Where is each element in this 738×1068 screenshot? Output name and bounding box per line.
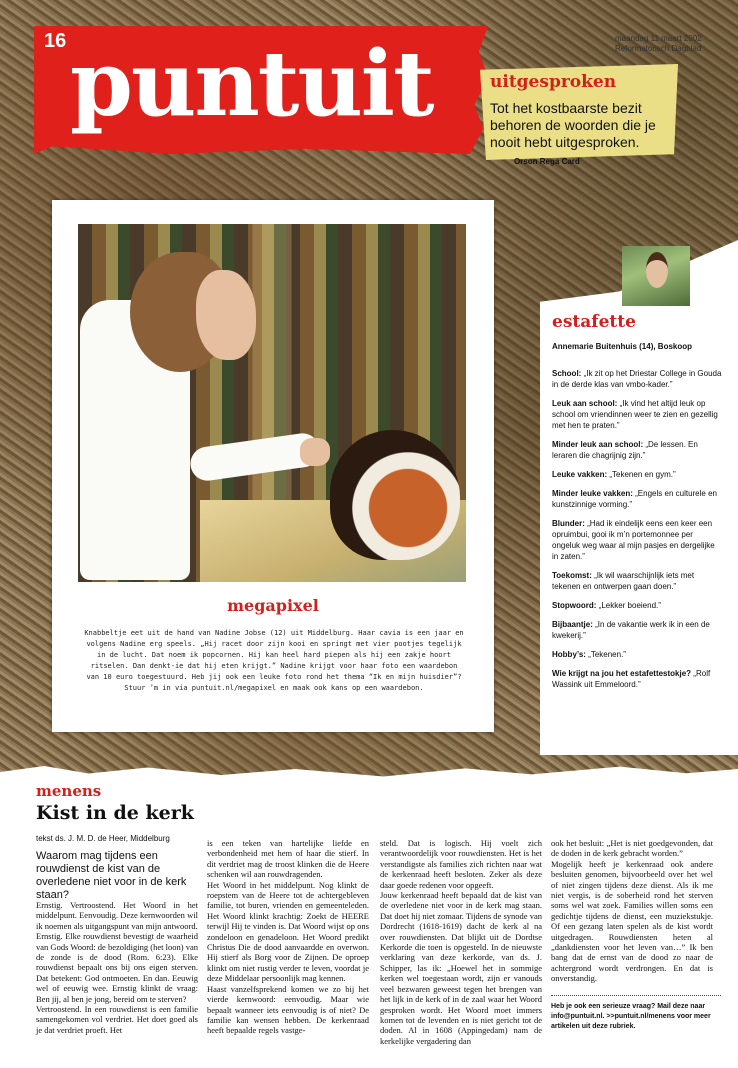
estafette-answer: „Engels en culturele en kunstzinnige vorming.” bbox=[552, 489, 717, 509]
estafette-question: Minder leuke vakken: bbox=[552, 489, 633, 498]
page-number: 16 bbox=[44, 30, 67, 52]
quote-text bbox=[490, 100, 672, 170]
estafette-item bbox=[552, 469, 722, 480]
estafette-question: Blunder: bbox=[552, 519, 585, 528]
estafette-answer: „Had ik eindelijk eens een keer een opruimbui, gooi ik m’n portemonnee per ongeluk weg waar al mijn pasjes en dergelijke in zaten.” bbox=[552, 519, 715, 561]
estafette-item bbox=[552, 600, 722, 611]
estafette-answer: „In de vakantie werk ik in een de kwekerij.” bbox=[552, 620, 710, 640]
estafette-answer: „Ik wil waarschijnlijk iets met tekenen en ontwerpen gaan doen.” bbox=[552, 571, 695, 591]
estafette-answer: „Rolf Wassink uit Emmeloord.” bbox=[552, 669, 711, 689]
estafette-answer: „Ik zit op het Driestar College in Gouda in de derde klas van vmbo-kader.” bbox=[552, 369, 722, 389]
estafette-answer: „De lessen. En leraren die chagrijnig zijn.” bbox=[552, 440, 698, 460]
estafette-question: Leuk aan school: bbox=[552, 399, 618, 408]
estafette-face bbox=[646, 252, 668, 288]
puntuit-logo: puntuit bbox=[70, 31, 433, 137]
estafette-question: Wie krijgt na jou het estafettestokje? bbox=[552, 669, 692, 678]
estafette-answer: „Tekenen.” bbox=[585, 650, 626, 659]
quote-title: uitgesproken bbox=[490, 72, 617, 92]
estafette-item bbox=[552, 570, 722, 592]
quote-body: Tot het kostbaarste bezit behoren de woorden die je nooit hebt uitgesproken. bbox=[490, 100, 656, 150]
estafette-question: School: bbox=[552, 369, 582, 378]
estafette-question: Stopwoord: bbox=[552, 601, 597, 610]
article-column-3: steld. Dat is logisch. Hij voelt zich verantwoordelijk voor rouwdiensten. Het is het verstandigste als families zich richten naar wat de kerkenraad heeft besloten. Zeker als deze daar goede redenen voor opgeeft. Jouw kerkenraad heeft bepaald dat de kist van de overledene niet voor in de kerk mag staan. Dat doet hij niet zomaar. Tijdens de synode van Dordrecht (1618-1619) dacht de kerk al na over rouwdiensten. Dat blijkt uit de Dordtse Kerkorde die toen is opgesteld. In de nieuwste verklaring van deze kerkorde, van ds. J. Schipper, las ik: „Hoewel het in sommige kerken wel toegestaan wordt, zijn er vanouds veel bezwaren geweest tegen het brengen van het lijk in de kerk of in de zaal waar het Woord gesproken wordt. Het Woord moet immers komen tot de levenden en is niet gericht tot de doden. Al in 1608 (Appingedam) nam de kerkelijke vergadering dan bbox=[380, 838, 542, 1046]
dateline bbox=[615, 34, 735, 54]
estafette-qa-list bbox=[552, 368, 722, 698]
date: maandag 11 maart 2002 bbox=[615, 34, 702, 43]
newspaper-name: Reformatorisch Dagblad bbox=[615, 44, 702, 53]
photo-girl-hand bbox=[300, 438, 330, 466]
estafette-item bbox=[552, 668, 722, 690]
estafette-question: Hobby’s: bbox=[552, 650, 586, 659]
article-headline: Kist in de kerk bbox=[36, 802, 194, 824]
article-column-2: is een teken van hartelijke liefde en verbondenheid met hem of haar die stierf. In dit verdriet mag de troost klinken die de Heere schenken wil aan rouwdragenden. Het Woord in het middelpunt. Nog klinkt de roepstem van de Heere tot de achtergebleven familie, tot buren, vrienden en gemeenteleden. Het Woord klinkt krachtig: Zoekt de HEERE terwijl Hij te vinden is. Dat Woord wijst op ons zondeloon en genadeloon. Het Woord predikt Christus Die de dood aanvaardde en overwon. Hij stierf als Borg voor de Zijnen. De oproep klinkt om niet rustig verder te leven, voordat je deze Middelaar persoonlijk mag kennen. Haast vanzelfsprekend komen we zo bij het vierde kernwoord: eenvoudig. Maar wie bepaalt wanneer iets eenvoudig is of niet? De familie kan wensen hebben. De kerkenraad heeft bepaalde regels vastge- bbox=[207, 838, 369, 1036]
photo-guinea-pig bbox=[330, 430, 460, 560]
estafette-item bbox=[552, 649, 722, 660]
estafette-question: Bijbaantje: bbox=[552, 620, 593, 629]
estafette-item bbox=[552, 368, 722, 390]
article-byline: tekst ds. J. M. D. de Heer, Middelburg bbox=[36, 834, 170, 843]
megapixel-title: megapixel bbox=[227, 596, 319, 615]
estafette-question: Minder leuk aan school: bbox=[552, 440, 644, 449]
article-lead: Waarom mag tijdens een rouwdienst de kist van de overledene niet voor in de kerk staan? bbox=[36, 850, 187, 901]
quote-author: Orson Rega Card bbox=[514, 157, 580, 166]
estafette-answer: „Tekenen en gym.” bbox=[607, 470, 676, 479]
megapixel-caption: Knabbeltje eet uit de hand van Nadine Jobse (12) uit Middelburg. Haar cavia is een jaar en volgens Nadine erg speels. „Hij racet door zijn kooi en springt met vier pootjes tegelijk in de lucht. Dat noem ik popcornen. Hij kan heel hard piepen als hij een zakje hoort ritselen. Dan denkt-ie dat hij eten krijgt.” Nadine krijgt voor haar foto een waardebon van 10 euro toegestuurd. Heb jij ook een leuke foto rond het thema “Ik en mijn huisdier”? Stuur ’m in via puntuit.nl/megapixel en maak ook kans op een waardebon. bbox=[84, 629, 464, 692]
estafette-question: Toekomst: bbox=[552, 571, 592, 580]
estafette-item bbox=[552, 398, 722, 431]
estafette-question: Leuke vakken: bbox=[552, 470, 608, 479]
article-note: Heb je ook een serieuze vraag? Mail deze naar info@puntuit.nl. >>puntuit.nl/menens voor meer artikelen uit deze rubriek. bbox=[551, 995, 721, 1032]
estafette-item bbox=[552, 619, 722, 641]
estafette-answer: „Ik vind het altijd leuk op school om vriendinnen weer te zien en gezellig met hen te praten.” bbox=[552, 399, 718, 430]
estafette-answer: „Lekker boeiend.” bbox=[596, 601, 661, 610]
photo-girl-face bbox=[196, 270, 256, 360]
estafette-item bbox=[552, 518, 722, 562]
article-column-4: ook het besluit: „Het is niet goedgevonden, dat de doden in de kerk gebracht worden.” Mogelijk heeft je kerkenraad ook andere besluiten genomen, bijvoorbeeld over het wel of niet zingen tijdens deze dienst. Als ik me niet vergis, is de soberheid rond het sterven soms wel wat zoek. Families willen soms een gedichtje tijdens de dienst, een muziekstukje. Of een gezang laten spelen als de kist wordt uitgedragen. Rouwdiensten heten al „dankdiensten voor het leven van…” Ik ben bang dat de ernst van de dood zo naar de achtergrond wordt verdrongen. En dat is onverstandig. bbox=[551, 838, 713, 984]
article-column-1: Ernstig. Vertroostend. Het Woord in het middelpunt. Eenvoudig. Deze kernwoorden wil ik noemen als uitgangspunt van mijn antwoord. Ernstig. Elke rouwdienst bevestigt de waarheid van Gods Woord: de bezoldiging (het loon) van de zonde is de dood (Rom. 6:23). Elke rouwdienst bepaalt ons bij ons eigen sterven. Dat betekent: God ontmoeten. En dan. Eeuwig wel of eeuwig wee. Ernstig klinkt de vraag: Ben jij, al ben je jong, bereid om te sterven? Vertroostend. In een rouwdienst is een familie samengekomen vol verdriet. Het doet goed als je dat verdriet proeft. Het bbox=[36, 900, 198, 1035]
estafette-title: estafette bbox=[552, 312, 636, 332]
estafette-item bbox=[552, 439, 722, 461]
estafette-person: Annemarie Buitenhuis (14), Boskoop bbox=[552, 342, 693, 351]
section-label: menens bbox=[36, 782, 102, 800]
estafette-item bbox=[552, 488, 722, 510]
